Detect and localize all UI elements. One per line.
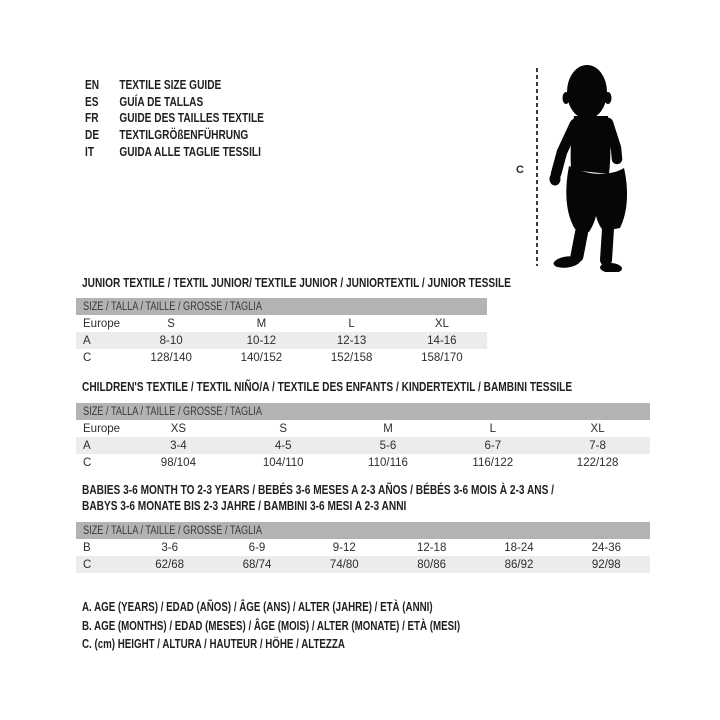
row-value: 80/86 [417, 558, 447, 571]
row-value: 104/110 [262, 456, 304, 469]
row-value: S [279, 422, 288, 435]
row-value: 86/92 [504, 558, 534, 571]
note-line: A. AGE (YEARS) / EDAD (AÑOS) / ÂGE (ANS) / ALTER (JAHRE) / ETÀ (ANNI) [82, 600, 433, 614]
table-row [76, 556, 650, 573]
row-label: C [83, 351, 92, 364]
table-body [76, 315, 487, 366]
row-value: 7-8 [589, 439, 606, 452]
table-title [82, 379, 650, 395]
table-title-line: CHILDREN'S TEXTILE / TEXTIL NIÑO/A / TEXTILE DES ENFANTS / KINDERTEXTIL / BAMBINI TESSILE [82, 379, 573, 394]
row-value: L [348, 317, 355, 330]
row-value: 24-36 [591, 541, 622, 554]
row-value: 110/116 [368, 456, 408, 469]
table-size-header-label: SIZE / TALLA / TAILLE / GRÖSSE / TAGLIA [83, 300, 262, 313]
table-row [76, 454, 650, 471]
language-code: ES [85, 93, 99, 109]
table-title-line: BABIES 3-6 MONTH TO 2-3 YEARS / BEBÉS 3-6 MESES A 2-3 AÑOS / BÉBÉS 3-6 MOIS À 2-3 ANS / [82, 482, 554, 497]
table-title-line: JUNIOR TEXTILE / TEXTIL JUNIOR/ TEXTILE JUNIOR / JUNIORTEXTIL / JUNIOR TESSILE [82, 275, 511, 290]
row-value: M [383, 422, 393, 435]
row-value: M [256, 317, 267, 330]
row-value: 92/98 [591, 558, 621, 571]
language-label: GUIDA ALLE TAGLIE TESSILI [119, 144, 261, 160]
row-value: L [489, 422, 496, 435]
language-code: EN [85, 76, 100, 92]
row-value: 116/122 [472, 456, 514, 469]
row-value: XS [170, 422, 187, 435]
language-code: DE [85, 127, 100, 143]
row-value: 3-4 [170, 439, 187, 452]
language-row [85, 76, 264, 93]
table-row [76, 332, 487, 349]
size-table-section [76, 482, 650, 573]
table-row [76, 349, 487, 366]
row-value: 6-7 [484, 439, 502, 452]
language-label: TEXTILE SIZE GUIDE [119, 76, 222, 92]
language-code: FR [85, 110, 99, 126]
table-size-header-label: SIZE / TALLA / TAILLE / GRÖSSE / TAGLIA [83, 405, 262, 418]
language-label: TEXTILGRÖßENFÜHRUNG [119, 127, 249, 143]
row-value: 6-9 [248, 541, 266, 554]
table-row [76, 437, 650, 454]
row-value: 18-24 [504, 541, 534, 554]
table-row [76, 420, 650, 437]
row-value: 9-12 [332, 541, 356, 554]
row-value: 4-5 [274, 439, 292, 452]
row-value: XL [590, 422, 605, 435]
row-value: 12-13 [336, 334, 367, 347]
table-row [76, 315, 487, 332]
table-title [82, 482, 650, 514]
language-row [85, 143, 264, 160]
row-value: 140/152 [240, 351, 283, 364]
row-value: S [167, 317, 175, 330]
table-size-header-label: SIZE / TALLA / TAILLE / GRÖSSE / TAGLIA [83, 524, 262, 537]
size-table-section [76, 379, 650, 471]
language-label: GUÍA DE TALLAS [119, 93, 204, 109]
row-value: 74/80 [329, 558, 359, 571]
table-title-line: BABYS 3-6 MONATE BIS 2-3 JAHRE / BAMBINI 3-6 MESI A 2-3 ANNI [82, 498, 407, 514]
row-value: 152/158 [330, 351, 373, 364]
row-value: 3-6 [161, 541, 178, 554]
row-value: 12-18 [416, 541, 447, 554]
notes [82, 598, 567, 654]
row-label: C [83, 456, 92, 469]
row-value: 68/74 [242, 558, 272, 571]
language-row [85, 93, 264, 110]
row-value: 98/104 [160, 456, 196, 469]
note-line: B. AGE (MONTHS) / EDAD (MESES) / ÂGE (MOIS) / ALTER (MONATE) / ETÀ (MESI) [82, 618, 461, 633]
row-label: B [83, 541, 91, 554]
size-table-section [76, 275, 511, 366]
table-row [76, 539, 650, 556]
table-body [76, 539, 650, 573]
note-line: C. (cm) HEIGHT / ALTURA / HAUTEUR / HÖHE / ALTEZZA [82, 637, 345, 651]
language-row [85, 126, 264, 143]
language-code: IT [85, 144, 95, 160]
toddler-silhouette-icon [545, 62, 645, 272]
row-label: A [83, 334, 91, 347]
table-size-header [76, 298, 487, 315]
language-label: GUIDE DES TAILLES TEXTILE [119, 110, 264, 126]
table-title [82, 275, 511, 291]
row-value: 8-10 [159, 334, 183, 347]
table-size-header [76, 403, 650, 420]
row-value: 122/128 [576, 456, 619, 469]
row-value: 10-12 [246, 334, 277, 347]
language-list [85, 76, 314, 160]
row-label: A [83, 439, 91, 452]
height-measure-label: C [516, 164, 524, 176]
table-size-header [76, 522, 650, 539]
height-measure-dashed-line [536, 68, 538, 266]
row-label: C [83, 558, 92, 571]
row-value: 158/170 [421, 351, 463, 364]
row-value: 5-6 [379, 439, 397, 452]
language-row [85, 110, 264, 127]
row-value: 62/68 [155, 558, 185, 571]
row-value: 128/140 [150, 351, 192, 364]
table-body [76, 420, 650, 471]
row-label: Europe [83, 317, 121, 330]
row-value: 14-16 [427, 334, 457, 347]
row-value: XL [434, 317, 449, 330]
row-label: Europe [83, 422, 121, 435]
